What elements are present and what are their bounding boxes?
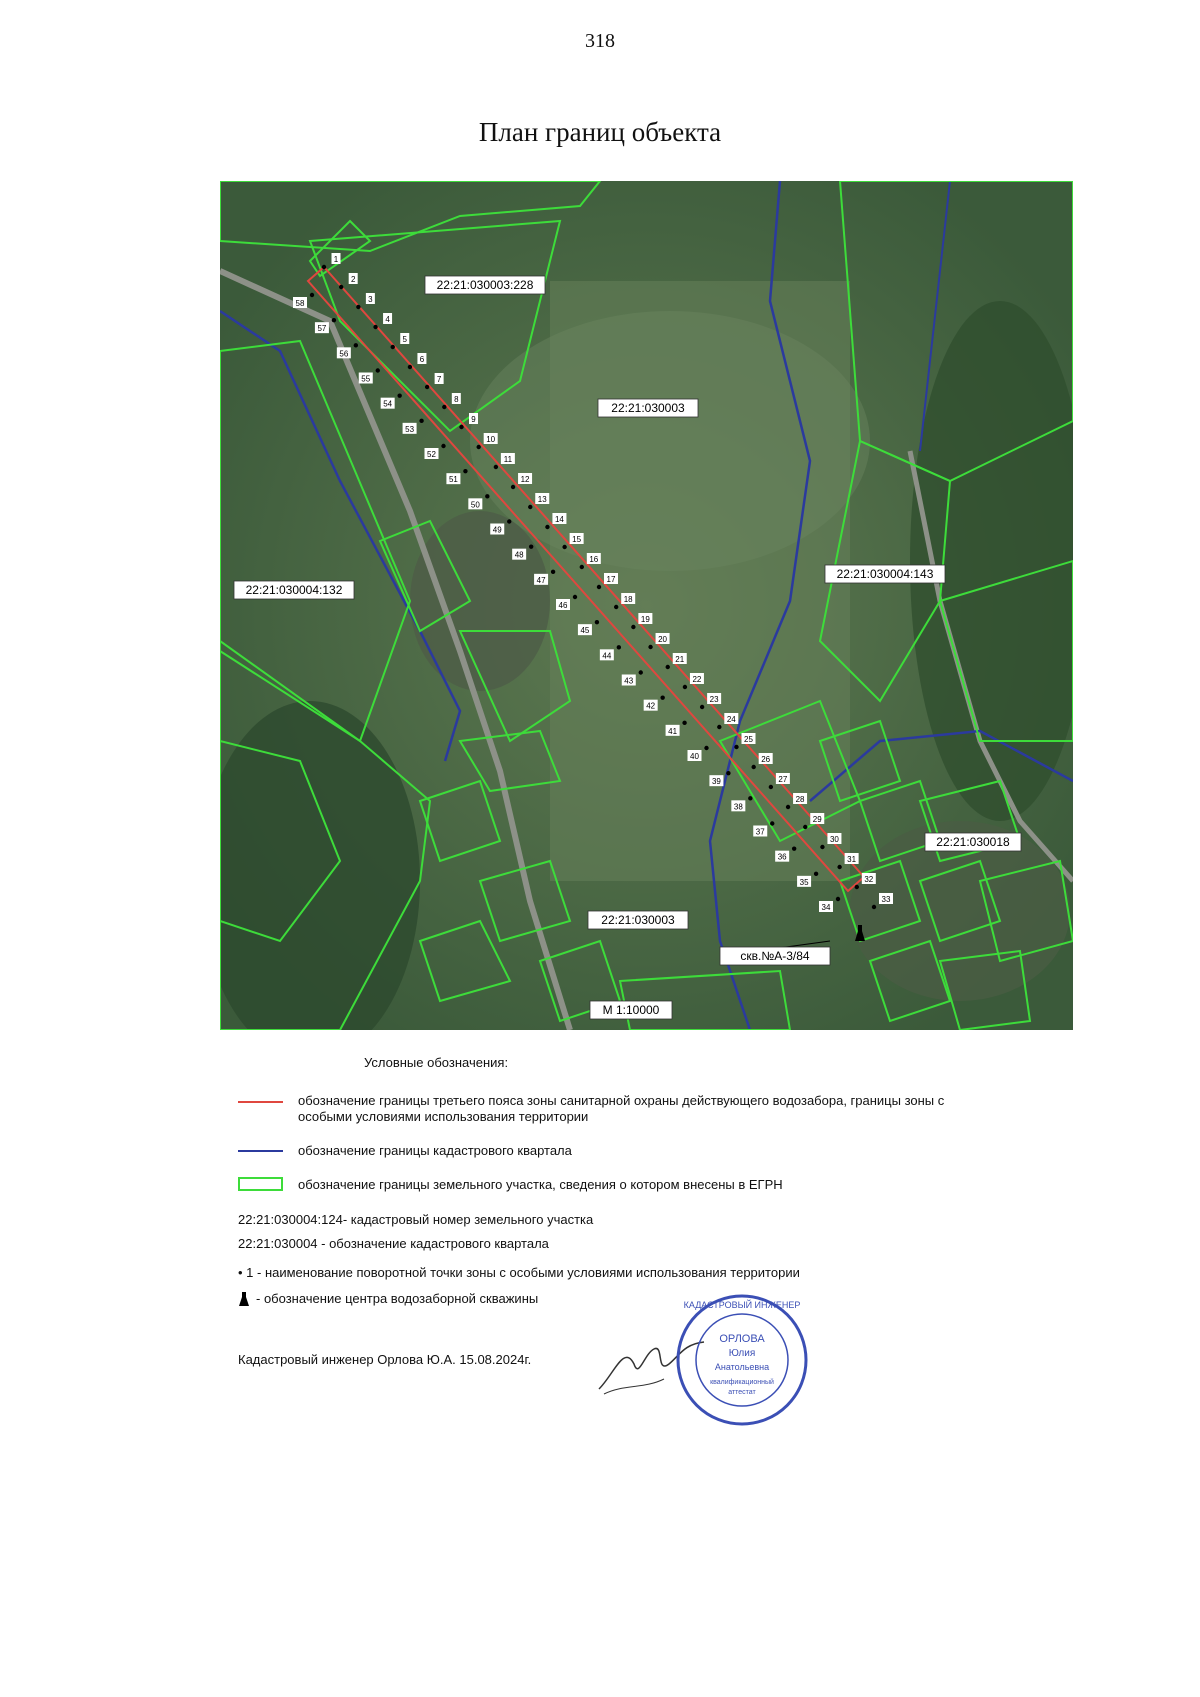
svg-text:квалификационный: квалификационный <box>710 1379 774 1386</box>
engineer-signature-line: Кадастровый инженер Орлова Ю.А. 15.08.2024г. <box>238 1352 532 1367</box>
turning-point-label <box>776 773 790 784</box>
turning-point-label <box>638 613 652 624</box>
svg-text:30: 30 <box>829 835 839 844</box>
turning-point-label <box>349 273 358 284</box>
blue-line-swatch <box>238 1150 283 1152</box>
turning-point-label <box>417 353 426 364</box>
turning-point-label <box>425 448 439 459</box>
svg-text:Юлия: Юлия <box>728 1348 756 1359</box>
turning-point-dot <box>573 595 577 599</box>
svg-text:аттестат: аттестат <box>728 1389 756 1396</box>
svg-text:31: 31 <box>847 855 857 864</box>
turning-point-dot <box>666 665 670 669</box>
turning-point-dot <box>786 805 790 809</box>
legend-caption: Условные обозначения: <box>364 1055 509 1070</box>
turning-point-dot <box>770 821 774 825</box>
svg-text:49: 49 <box>492 525 502 535</box>
turning-point-dot <box>648 645 652 649</box>
turning-point-dot <box>597 585 601 589</box>
legend-text: - обозначение центра водозаборной скважины <box>256 1291 539 1306</box>
svg-text:38: 38 <box>733 802 743 812</box>
parcel-label <box>598 399 698 417</box>
turning-point-label <box>673 653 687 664</box>
turning-point-dot <box>419 419 423 423</box>
svg-text:6: 6 <box>419 355 425 364</box>
legend-text: обозначение границы третьего пояса зоны санитарной охраны действующего водозабора, границы зоны с особыми условиями использования территории <box>298 1093 945 1124</box>
turning-point-dot <box>820 845 824 849</box>
svg-text:40: 40 <box>690 752 699 761</box>
turning-point-dot <box>617 645 621 649</box>
turning-point-label <box>452 393 461 404</box>
turning-point-dot <box>769 785 773 789</box>
turning-point-dot <box>751 765 755 769</box>
svg-text:22:21:030003: 22:21:030003 <box>601 913 675 927</box>
turning-point-dot <box>792 846 796 850</box>
turning-point-label <box>797 876 811 887</box>
turning-point-label <box>845 853 859 864</box>
turning-point-dot <box>322 265 326 269</box>
turning-point-label <box>759 753 773 764</box>
legend-parcel-number: 22:21:030004:124- кадастровый номер земельного участка <box>238 1212 594 1227</box>
turning-point-label <box>827 833 841 844</box>
svg-text:44: 44 <box>602 651 612 661</box>
turning-point-dot <box>682 721 686 725</box>
svg-text:16: 16 <box>589 555 599 564</box>
turning-point-label <box>587 553 601 564</box>
parcel-label <box>425 276 545 294</box>
svg-text:54: 54 <box>383 399 393 409</box>
svg-text:48: 48 <box>514 550 524 560</box>
turning-point-label <box>468 498 482 509</box>
turning-point-dot <box>855 885 859 889</box>
page-number: 318 <box>585 30 615 52</box>
turning-point-dot <box>562 545 566 549</box>
turning-point-label <box>600 649 614 660</box>
turning-point-label <box>819 901 833 912</box>
well-center-icon <box>238 1291 250 1307</box>
turning-point-dot <box>837 865 841 869</box>
turning-point-dot <box>660 695 664 699</box>
svg-text:29: 29 <box>812 815 822 824</box>
turning-point-dot <box>463 469 467 473</box>
svg-text:33: 33 <box>881 895 891 904</box>
svg-text:3: 3 <box>368 295 373 304</box>
turning-point-dot <box>397 393 401 397</box>
turning-point-label <box>469 413 478 424</box>
turning-point-label <box>512 549 526 560</box>
turning-point-label <box>731 800 745 811</box>
svg-text:26: 26 <box>761 755 771 764</box>
turning-point-label <box>359 373 373 384</box>
turning-point-dot <box>485 494 489 498</box>
turning-point-dot <box>872 905 876 909</box>
turning-point-label <box>707 693 721 704</box>
turning-point-dot <box>494 465 498 469</box>
svg-text:21: 21 <box>675 655 685 664</box>
svg-text:35: 35 <box>799 877 809 887</box>
turning-point-label <box>862 873 876 884</box>
turning-point-label <box>644 700 658 711</box>
svg-text:23: 23 <box>709 695 719 704</box>
svg-text:57: 57 <box>317 324 327 334</box>
turning-point-label <box>534 574 548 585</box>
svg-text:22:21:030004:132: 22:21:030004:132 <box>245 583 343 597</box>
svg-text:7: 7 <box>436 375 442 384</box>
svg-text:51: 51 <box>448 475 458 485</box>
svg-text:27: 27 <box>778 775 788 784</box>
turning-point-dot <box>545 525 549 529</box>
svg-text:58: 58 <box>295 299 305 308</box>
turning-point-dot <box>551 570 555 574</box>
turning-point-label <box>709 775 723 786</box>
svg-text:55: 55 <box>361 374 371 384</box>
turning-point-label <box>366 293 375 304</box>
turning-point-dot <box>836 897 840 901</box>
map-frame[interactable] <box>220 181 1073 1030</box>
turning-point-label <box>293 297 307 308</box>
svg-text:12: 12 <box>520 475 530 484</box>
svg-text:13: 13 <box>537 495 547 504</box>
svg-text:22:21:030018: 22:21:030018 <box>936 835 1010 849</box>
svg-text:скв.№А-3/84: скв.№А-3/84 <box>740 949 810 963</box>
turning-point-label <box>518 473 532 484</box>
turning-point-dot <box>391 345 395 349</box>
legend-text: обозначение границы кадастрового квартала <box>298 1143 572 1158</box>
engineer-stamp <box>672 1290 812 1430</box>
svg-text:25: 25 <box>744 735 753 744</box>
turning-point-dot <box>717 725 721 729</box>
turning-point-label <box>742 733 756 744</box>
turning-point-dot <box>803 825 807 829</box>
turning-point-label <box>381 398 395 409</box>
svg-text:45: 45 <box>580 626 590 636</box>
svg-text:10: 10 <box>486 435 496 444</box>
svg-text:42: 42 <box>646 701 656 711</box>
turning-point-label <box>724 713 738 724</box>
svg-text:4: 4 <box>385 315 390 324</box>
svg-text:24: 24 <box>726 715 736 724</box>
turning-point-dot <box>700 705 704 709</box>
svg-text:ОРЛОВА: ОРЛОВА <box>719 1333 765 1345</box>
svg-text:56: 56 <box>339 349 349 359</box>
turning-point-dot <box>476 445 480 449</box>
turning-point-label <box>400 333 409 344</box>
turning-point-dot <box>595 620 599 624</box>
svg-text:47: 47 <box>536 575 546 585</box>
turning-point-dot <box>425 385 429 389</box>
turning-point-dot <box>408 365 412 369</box>
svg-text:43: 43 <box>624 676 634 686</box>
turning-point-label <box>552 513 566 524</box>
svg-text:19: 19 <box>640 615 650 624</box>
turning-point-label <box>666 725 680 736</box>
turning-point-dot <box>814 872 818 876</box>
svg-text:41: 41 <box>668 726 678 736</box>
turning-point-dot <box>528 505 532 509</box>
turning-point-dot <box>332 318 336 322</box>
turning-point-dot <box>529 544 533 548</box>
turning-point-label <box>556 599 570 610</box>
svg-text:53: 53 <box>405 424 415 434</box>
turning-point-dot <box>748 796 752 800</box>
parcel-label <box>825 565 945 583</box>
svg-text:22: 22 <box>692 675 702 684</box>
cadastral-map[interactable] <box>220 181 1073 1030</box>
turning-point-dot <box>639 670 643 674</box>
svg-text:18: 18 <box>623 595 633 604</box>
turning-point-label <box>403 423 417 434</box>
svg-text:22:21:030004:143: 22:21:030004:143 <box>836 567 934 581</box>
legend-point-name: • 1 - наименование поворотной точки зоны с особыми условиями использования территории <box>238 1265 800 1280</box>
turning-point-label <box>484 433 498 444</box>
turning-point-label <box>535 493 549 504</box>
turning-point-label <box>315 322 329 333</box>
turning-point-dot <box>354 343 358 347</box>
turning-point-label <box>435 373 444 384</box>
svg-text:46: 46 <box>558 601 568 610</box>
svg-text:9: 9 <box>471 415 476 424</box>
turning-point-dot <box>376 368 380 372</box>
turning-point-dot <box>704 746 708 750</box>
scale-label <box>590 1001 672 1019</box>
turning-point-label <box>622 675 636 686</box>
turning-point-label <box>810 813 824 824</box>
well-label <box>720 947 830 965</box>
turning-point-dot <box>459 425 463 429</box>
svg-text:11: 11 <box>503 455 513 464</box>
turning-point-label <box>775 851 789 862</box>
turning-point-dot <box>373 325 377 329</box>
turning-point-label <box>879 893 893 904</box>
turning-point-dot <box>507 519 511 523</box>
red-line-swatch <box>238 1101 283 1103</box>
turning-point-dot <box>614 605 618 609</box>
svg-text:17: 17 <box>606 575 616 584</box>
svg-text:Анатольевна: Анатольевна <box>714 1362 770 1372</box>
parcel-label <box>234 581 354 599</box>
turning-point-dot <box>580 565 584 569</box>
turning-point-label <box>656 633 670 644</box>
green-box-swatch <box>238 1177 283 1191</box>
turning-point-label <box>753 826 767 837</box>
svg-text:8: 8 <box>454 395 459 404</box>
svg-text:39: 39 <box>711 777 721 787</box>
legend-text: обозначение границы земельного участка, сведения о котором внесены в ЕГРН <box>298 1177 783 1192</box>
svg-text:28: 28 <box>795 795 805 804</box>
svg-text:2: 2 <box>350 275 356 284</box>
turning-point-dot <box>356 305 360 309</box>
turning-point-dot <box>631 625 635 629</box>
turning-point-dot <box>442 405 446 409</box>
turning-point-label <box>446 473 460 484</box>
settlement-patch <box>410 511 550 691</box>
svg-text:50: 50 <box>470 500 480 510</box>
turning-point-label <box>337 347 351 358</box>
turning-point-label <box>490 524 504 535</box>
turning-point-label <box>688 750 702 761</box>
turning-point-dot <box>726 771 730 775</box>
svg-text:14: 14 <box>554 515 564 524</box>
svg-text:22:21:030003:228: 22:21:030003:228 <box>436 278 534 292</box>
svg-text:20: 20 <box>658 635 668 644</box>
turning-point-dot <box>734 745 738 749</box>
svg-text:1: 1 <box>333 255 339 264</box>
turning-point-label <box>578 624 592 635</box>
svg-text:М 1:10000: М 1:10000 <box>602 1003 660 1017</box>
svg-text:52: 52 <box>427 450 436 459</box>
turning-point-dot <box>683 685 687 689</box>
svg-text:32: 32 <box>864 875 874 884</box>
svg-text:5: 5 <box>402 335 407 344</box>
page-title: План границ объекта <box>478 117 722 147</box>
svg-text:36: 36 <box>777 852 787 862</box>
svg-text:22:21:030003: 22:21:030003 <box>611 401 685 415</box>
turning-point-label <box>604 573 618 584</box>
turning-point-label <box>690 673 704 684</box>
turning-point-label <box>501 453 515 464</box>
turning-point-label <box>621 593 635 604</box>
turning-point-label <box>383 313 392 324</box>
parcel-label <box>588 911 688 929</box>
svg-text:37: 37 <box>755 827 765 837</box>
legend-quarter-number: 22:21:030004 - обозначение кадастрового квартала <box>238 1236 549 1251</box>
svg-text:34: 34 <box>821 903 831 912</box>
turning-point-dot <box>310 293 314 297</box>
turning-point-label <box>570 533 584 544</box>
turning-point-dot <box>339 285 343 289</box>
turning-point-dot <box>511 485 515 489</box>
turning-point-label <box>332 253 341 264</box>
turning-point-label <box>793 793 807 804</box>
svg-text:КАДАСТРОВЫЙ ИНЖЕНЕР: КАДАСТРОВЫЙ ИНЖЕНЕР <box>683 1300 801 1310</box>
svg-text:15: 15 <box>572 535 582 544</box>
turning-point-dot <box>441 444 445 448</box>
parcel-label <box>925 833 1021 851</box>
